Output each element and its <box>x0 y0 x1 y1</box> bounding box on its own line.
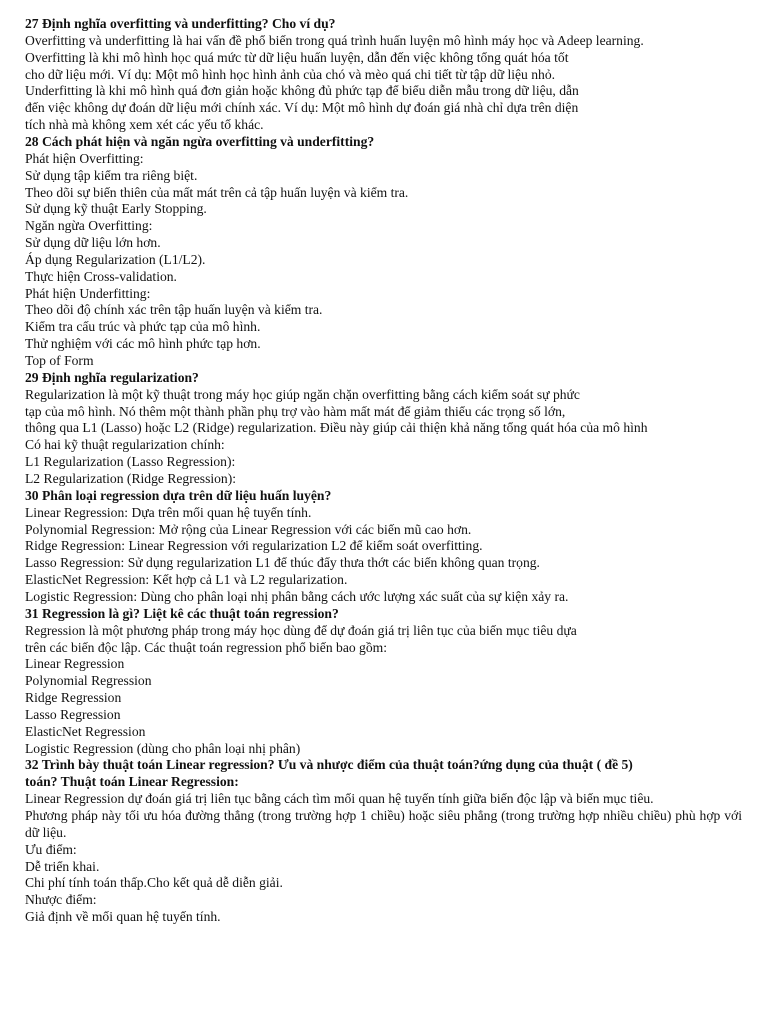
text-line: Lasso Regression <box>25 706 121 722</box>
section-heading: 28 Cách phát hiện và ngăn ngừa overfitting và underfitting? <box>25 133 375 149</box>
text-line: Kiểm tra cấu trúc và phức tạp của mô hình. <box>25 319 261 335</box>
text-line: Thực hiện Cross-validation. <box>25 268 177 284</box>
text-line: Polynomial Regression <box>25 673 152 689</box>
text-line: Sử dụng tập kiểm tra riêng biệt. <box>25 167 198 183</box>
text-line: Linear Regression <box>25 656 125 672</box>
text-line: L2 Regularization (Ridge Regression): <box>25 471 237 486</box>
text-line: Sử dụng kỹ thuật Early Stopping. <box>25 201 207 217</box>
text-line: thông qua L1 (Lasso) hoặc L2 (Ridge) regularization. Điều này giúp cải thiện khả năng tổng quát hóa của mô hình <box>25 420 648 436</box>
text-line: L1 Regularization (Lasso Regression): <box>25 454 236 470</box>
text-line: Overfitting và underfitting là hai vấn đề phổ biến trong quá trình huấn luyện mô hình máy học và Adeep learning. <box>25 32 644 48</box>
text-line: ElasticNet Regression: Kết hợp cả L1 và L2 regularization. <box>25 572 348 588</box>
text-line: Linear Regression dự đoán giá trị liên tục bằng cách tìm mối quan hệ tuyến tính giữa biến độc lập và biến mục tiêu. <box>25 791 654 807</box>
section-heading: 32 Trình bày thuật toán Linear regression? Ưu và nhược điểm của thuật toán?ứng dụng của thuật ( đề 5) <box>25 757 633 773</box>
text-line: Có hai kỹ thuật regularization chính: <box>25 437 225 453</box>
text-line: Linear Regression: Dựa trên mối quan hệ tuyến tính. <box>25 504 312 520</box>
text-line: Áp dụng Regularization (L1/L2). <box>25 251 206 267</box>
section-heading: toán? Thuật toán Linear Regression: <box>25 774 239 790</box>
text-line: tạp của mô hình. Nó thêm một thành phần phụ trợ vào hàm mất mát để giảm thiểu các trọng số lớn, <box>25 403 566 419</box>
text-line: trên các biến độc lập. Các thuật toán regression phổ biến bao gồm: <box>25 639 388 655</box>
section-heading: 31 Regression là gì? Liệt kê các thuật toán regression? <box>25 605 339 621</box>
text-line: Chi phí tính toán thấp.Cho kết quả dễ diễn giải. <box>25 875 283 891</box>
text-line: đến việc không dự đoán dữ liệu mới chính xác. Ví dụ: Một mô hình dự đoán giá nhà chỉ dựa trên diện <box>25 100 579 116</box>
section-heading: 30 Phân loại regression dựa trên dữ liệu huấn luyện? <box>25 487 332 503</box>
text-line: Nhược điểm: <box>25 892 97 908</box>
text-line: Logistic Regression (dùng cho phân loại nhị phân) <box>25 740 301 756</box>
text-line: Giả định về mối quan hệ tuyến tính. <box>25 909 221 925</box>
text-line: Ridge Regression: Linear Regression với regularization L2 để kiểm soát overfitting. <box>25 538 483 554</box>
text-line: Lasso Regression: Sử dụng regularization L1 để thúc đẩy thưa thớt các biến không quan trọng. <box>25 555 540 571</box>
text-line: ElasticNet Regression <box>25 723 146 739</box>
text-line: Ưu điểm: <box>25 841 77 857</box>
text-line: Ngăn ngừa Overfitting: <box>25 218 153 234</box>
text-line: tích nhà mà không xem xét các yếu tố khác. <box>25 117 264 133</box>
text-line: Phương pháp này tối ưu hóa đường thẳng (trong trường hợp 1 chiều) hoặc siêu phẳng (trong trường hợp nhiều chiều) phù hợp với dữ liệu. <box>25 808 742 840</box>
text-line: Theo dõi độ chính xác trên tập huấn luyện và kiểm tra. <box>25 302 323 318</box>
text-line: Regularization là một kỹ thuật trong máy học giúp ngăn chặn overfitting bằng cách kiểm soát sự phức <box>25 386 580 402</box>
text-line: Theo dõi sự biến thiên của mất mát trên cả tập huấn luyện và kiểm tra. <box>25 184 409 200</box>
text-line: Logistic Regression: Dùng cho phân loại nhị phân bằng cách ước lượng xác suất của sự kiện xảy ra. <box>25 588 569 604</box>
text-line: Phát hiện Overfitting: <box>25 150 144 166</box>
section-heading: 27 Định nghĩa overfitting và underfitting? Cho ví dụ? <box>25 16 336 31</box>
text-line: Sử dụng dữ liệu lớn hơn. <box>25 235 161 250</box>
text-line: Overfitting là khi mô hình học quá mức từ dữ liệu huấn luyện, dẫn đến việc không tổng quát hóa tốt <box>25 49 569 65</box>
section-heading: 29 Định nghĩa regularization? <box>25 369 199 385</box>
text-line: Regression là một phương pháp trong máy học dùng để dự đoán giá trị liên tục của biến mục tiêu dựa <box>25 622 577 638</box>
text-line: Thử nghiệm với các mô hình phức tạp hơn. <box>25 336 261 352</box>
text-line: Phát hiện Underfitting: <box>25 285 151 301</box>
text-line: Underfitting là khi mô hình quá đơn giản hoặc không đủ phức tạp để biểu diễn mẫu trong dữ liệu, dẫn <box>25 83 579 99</box>
text-line: Ridge Regression <box>25 690 122 705</box>
text-line: Top of Form <box>25 353 94 368</box>
text-line: cho dữ liệu mới. Ví dụ: Một mô hình học hình ảnh của chó và mèo quá chi tiết từ tập dữ liệu nhỏ. <box>25 66 556 82</box>
text-line: Dễ triển khai. <box>25 858 100 874</box>
text-line: Polynomial Regression: Mở rộng của Linear Regression với các biến mũ cao hơn. <box>25 521 472 537</box>
